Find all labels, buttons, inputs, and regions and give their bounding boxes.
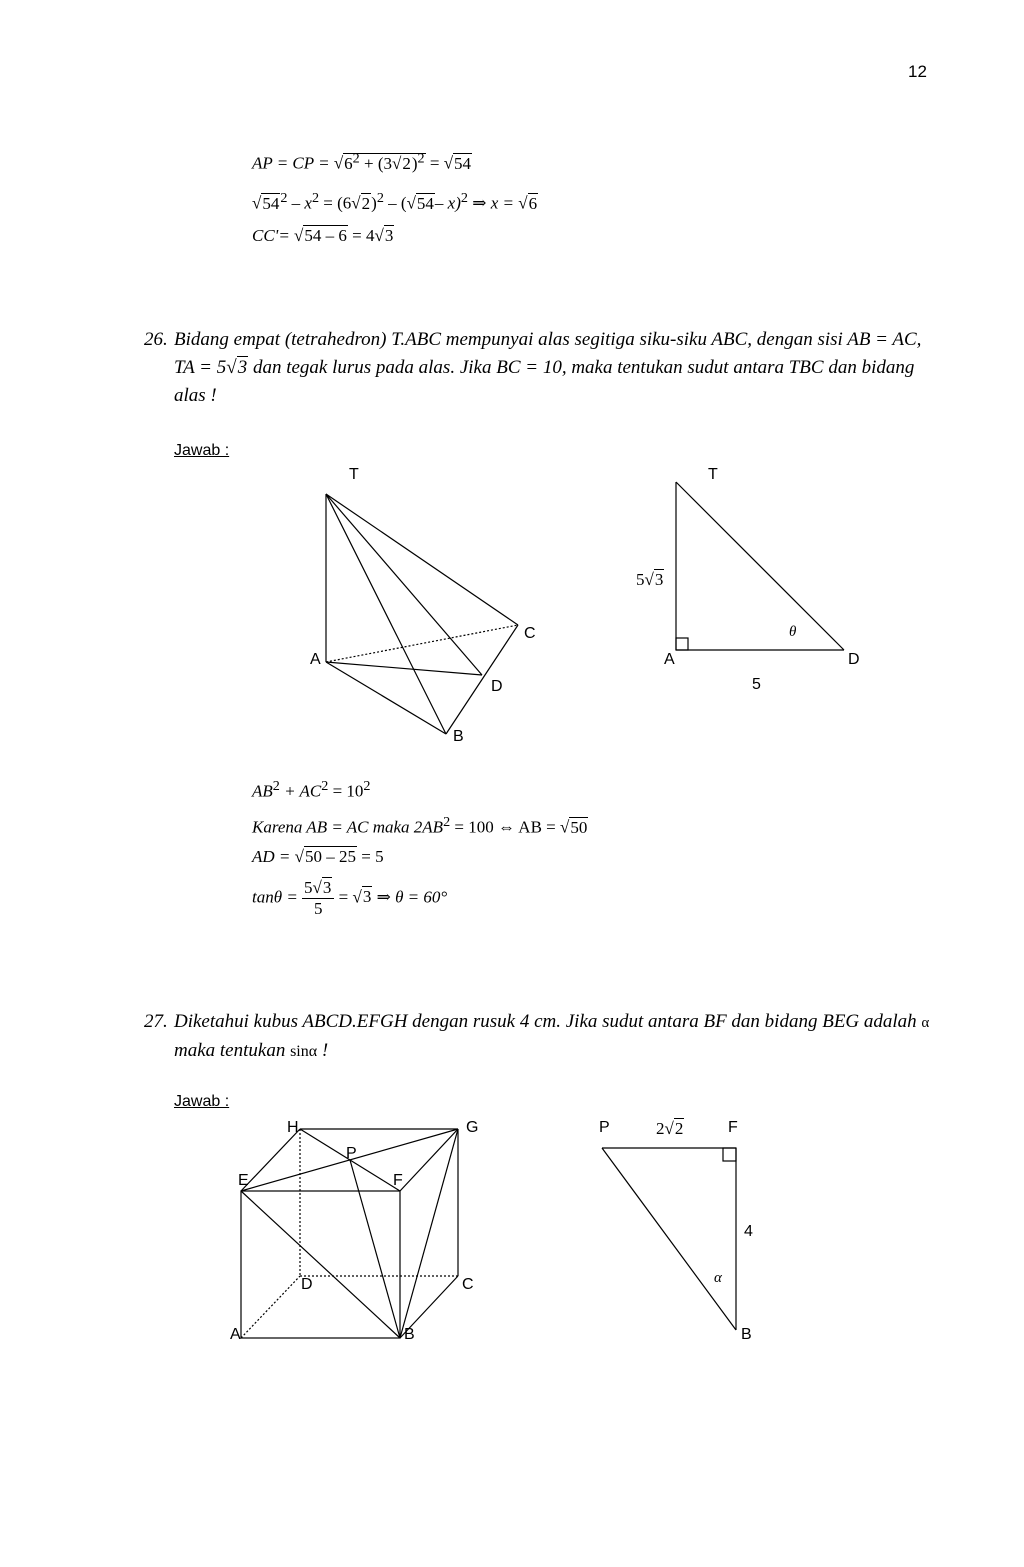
label-f-27a: F	[393, 1172, 403, 1189]
solution-26-line-3: AD = √50 – 25 = 5	[252, 847, 384, 866]
label-a-26b: A	[664, 651, 675, 668]
label-f-27b: F	[728, 1119, 738, 1136]
label-b-27a: B	[404, 1326, 415, 1343]
question-27-number: 27.	[144, 1011, 168, 1032]
question-26-number: 26.	[144, 329, 168, 350]
label-side-pf: 2√2	[656, 1119, 684, 1138]
answer-label-26: Jawab :	[174, 442, 230, 459]
solution-26-line-1: $AB^2 + AC^2 = 10^2$	[252, 778, 371, 801]
label-d-27a: D	[301, 1276, 313, 1293]
label-b-26a: B	[453, 728, 464, 745]
label-c-26a: C	[524, 625, 536, 642]
label-p-27b: P	[599, 1119, 610, 1136]
label-side-ta: 5√3	[636, 570, 664, 589]
label-a-26a: A	[310, 651, 321, 668]
label-p-27a: P	[346, 1145, 357, 1162]
label-t-26b: T	[708, 466, 718, 483]
label-side-fb: 4	[744, 1223, 753, 1240]
label-side-ad: 5	[752, 676, 761, 693]
label-g-27a: G	[466, 1119, 479, 1136]
label-h-27a: H	[287, 1119, 299, 1136]
question-26-text: Bidang empat (tetrahedron) T.ABC mempunyai alas segitiga siku-siku ABC, dengan sisi AB = AC, TA = 5√3 dan tegak lurus pada alas. Jika BC = 10, maka tentukan sudut antara TBC dan bidang alas !	[174, 329, 922, 406]
label-d-26a: D	[491, 678, 503, 695]
equation-x: $√54^2 - x^2 = (6√2)^2 - (√54-$ x)$^2$ ⇒ x = √6	[252, 190, 538, 213]
equation-ap-cp: AP = CP = $√6^2 + (3√2)^2 = √54$	[252, 150, 472, 173]
equation-cc: CC'= √54 – 6 = 4√3	[252, 226, 394, 245]
label-e-27a: E	[238, 1172, 249, 1189]
answer-label-27: Jawab :	[174, 1093, 230, 1110]
label-b-27b: B	[741, 1326, 752, 1343]
label-alpha: α	[714, 1270, 722, 1286]
label-a-27a: A	[230, 1326, 241, 1343]
label-c-27a: C	[462, 1276, 474, 1293]
question-27-text: Diketahui kubus ABCD.EFGH dengan rusuk 4 cm. Jika sudut antara BF dan bidang BEG adalah α maka tentukan sinα !	[174, 1011, 930, 1061]
page-number: 12	[908, 62, 927, 81]
solution-26-line-2: Karena AB = AC maka $2AB^2 = 100$ ⇔ AB = √50	[252, 814, 588, 837]
label-theta: θ	[789, 624, 797, 640]
solution-26-line-4: tanθ = $\frac{5√3}{5}$ = √3 ⇒ θ = 60°	[252, 878, 448, 918]
label-d-26b: D	[848, 651, 860, 668]
fraction-tan-theta: $\frac{5√3}{5}$	[302, 878, 334, 919]
label-t-26a: T	[349, 466, 359, 483]
